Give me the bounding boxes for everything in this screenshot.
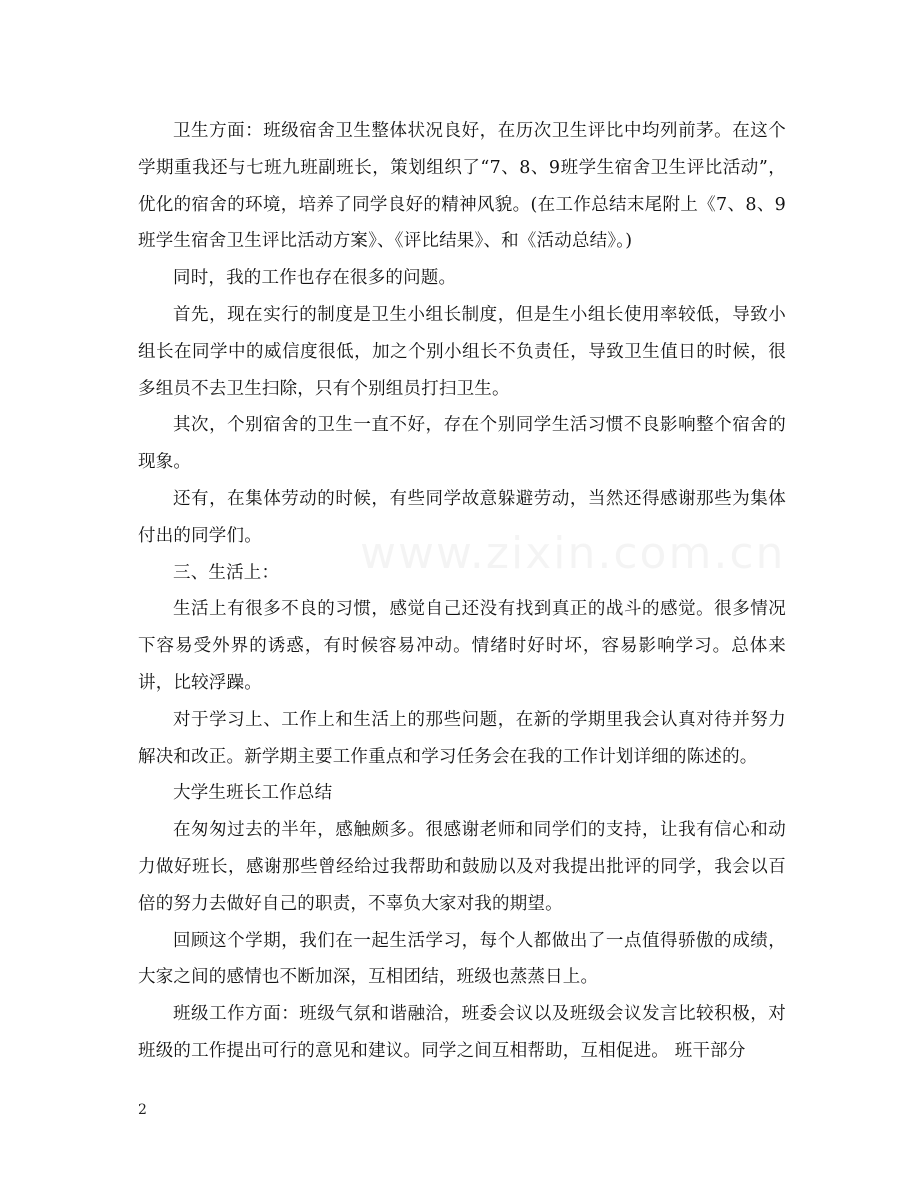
section-heading-life: 三、生活上： [173,562,280,583]
page-number: 2 [138,1102,147,1118]
paragraph-review: 回顾这个学期，我们在一起生活学习，每个人都做出了一点值得骄傲的成绩，大家之间的感情也不断加深，互相团结，班级也蒸蒸日上。 [138,930,786,988]
section-heading-summary: 大学生班长工作总结 [173,783,333,804]
body-text [138,113,786,1070]
paragraph-gratitude: 在匆匆过去的半年，感触颇多。很感谢老师和同学们的支持，让我有信心和动力做好班长，感谢那些曾经给过我帮助和鼓励以及对我提出批评的同学，我会以百倍的努力去做好自己的职责，不辜负大家对我的期望。 [138,820,786,914]
paragraph-problems-intro: 同时，我的工作也存在很多的问题。 [173,268,457,289]
paragraph-resolution: 对于学习上、工作上和生活上的那些问题，在新的学期里我会认真对待并努力解决和改正。新学期主要工作重点和学习任务会在我的工作计划详细的陈述的。 [138,709,786,767]
paragraph-life: 生活上有很多不良的习惯，感觉自己还没有找到真正的战斗的感觉。很多情况下容易受外界的诱惑，有时候容易冲动。情绪时好时坏，容易影响学习。总体来讲，比较浮躁。 [138,599,786,693]
paragraph-third-problem: 还有，在集体劳动的时候，有些同学故意躲避劳动，当然还得感谢那些为集体付出的同学们。 [138,488,786,546]
paragraph-second-problem: 其次，个别宿舍的卫生一直不好，存在个别同学生活习惯不良影响整个宿舍的现象。 [138,415,786,473]
paragraph-hygiene: 卫生方面：班级宿舍卫生整体状况良好，在历次卫生评比中均列前茅。在这个学期重我还与七班九班副班长，策划组织了“7、8、9班学生宿舍卫生评比活动”，优化的宿舍的环境，培养了同学良好的精神风貌。(在工作总结末尾附上《7、8、9班学生宿舍卫生评比活动方案》、《评比结果》、和《活动总结》。) [138,121,786,252]
paragraph-first-problem: 首先，现在实行的制度是卫生小组长制度，但是生小组长使用率较低，导致小组长在同学中的威信度很低，加之个别小组长不负责任，导致卫生值日的时候，很多组员不去卫生扫除，只有个别组员打扫卫生。 [138,304,786,399]
paragraph-class-work: 班级工作方面：班级气氛和谐融洽，班委会议以及班级会议发言比较积极，对班级的工作提出可行的意见和建议。同学之间互相帮助，互相促进。 班干部分 [138,1004,786,1061]
